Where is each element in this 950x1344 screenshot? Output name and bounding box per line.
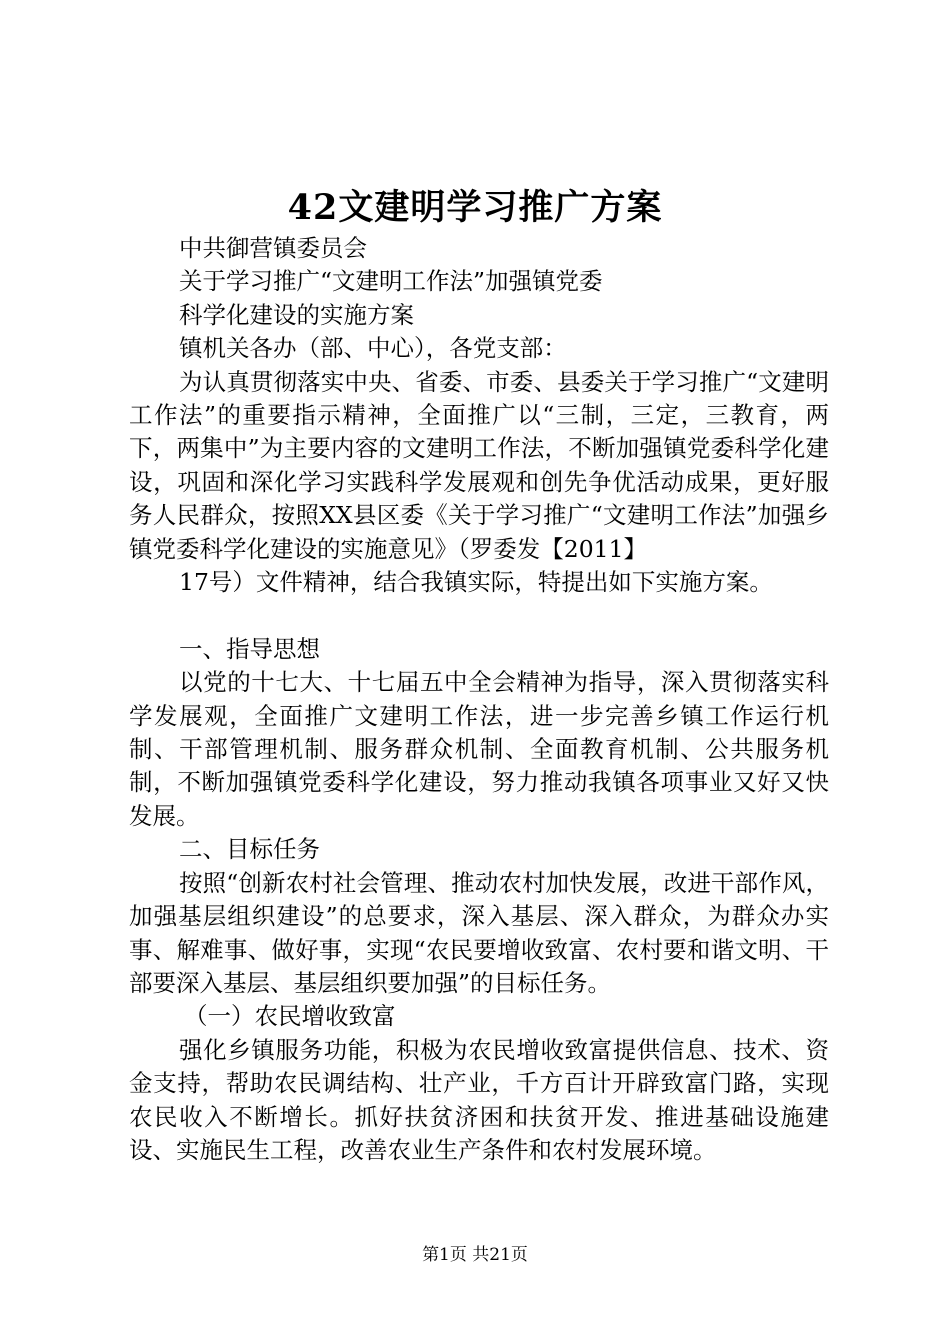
section2-paragraph: 按照“创新农村社会管理、推动农村加快发展，改进干部作风，加强基层组织建设”的总要求，深入基层、深入群众，为群众办实事、解难事、做好事，实现“农民要增收致富、农村要和谐文明、干部要深入基层、基层组织要加强”的目标任务。	[129, 868, 829, 997]
document-body	[129, 232, 829, 1167]
intro-continuation: 17号）文件精神，结合我镇实际，特提出如下实施方案。	[179, 568, 773, 597]
page-footer: 第1页 共21页	[422, 1245, 528, 1265]
document-title: 42文建明学习推广方案	[287, 187, 663, 228]
header-line-subject: 关于学习推广“文建明工作法”加强镇党委	[179, 267, 603, 296]
header-line-subject-cont: 科学化建设的实施方案	[179, 300, 414, 329]
header-line-org: 中共御营镇委员会	[179, 234, 367, 262]
section1-heading: 一、指导思想	[179, 634, 320, 663]
paragraph-spacer	[129, 599, 829, 632]
section2-heading: 二、目标任务	[179, 835, 320, 864]
header-line-recipients: 镇机关各办（部、中心），各党支部：	[179, 334, 567, 363]
intro-paragraph: 为认真贯彻落实中央、省委、市委、县委关于学习推广“文建明工作法”的重要指示精神，全面推广以“三制，三定，三教育，两下，两集中”为主要内容的文建明工作法，不断加强镇党委科学化建设，巩固和深化学习实践科学发展观和创先争优活动成果，更好服务人民群众，按照XX县区委《关于学习推广“文建明工作法”加强乡镇党委科学化建设的实施意见》（罗委发【2011】	[129, 367, 829, 563]
subsection1-heading: （一）农民增收致富	[184, 1002, 396, 1031]
section1-paragraph: 以党的十七大、十七届五中全会精神为指导，深入贯彻落实科学发展观，全面推广文建明工作法，进一步完善乡镇工作运行机制、干部管理机制、服务群众机制、全面教育机制、公共服务机制，不断加强镇党委科学化建设，努力推动我镇各项事业又好又快发展。	[129, 668, 829, 830]
subsection1-paragraph: 强化乡镇服务功能，积极为农民增收致富提供信息、技术、资金支持，帮助农民调结构、壮产业，千方百计开辟致富门路，实现农民收入不断增长。抓好扶贫济困和扶贫开发、推进基础设施建设、实施民生工程，改善农业生产条件和农村发展环境。	[129, 1035, 829, 1164]
